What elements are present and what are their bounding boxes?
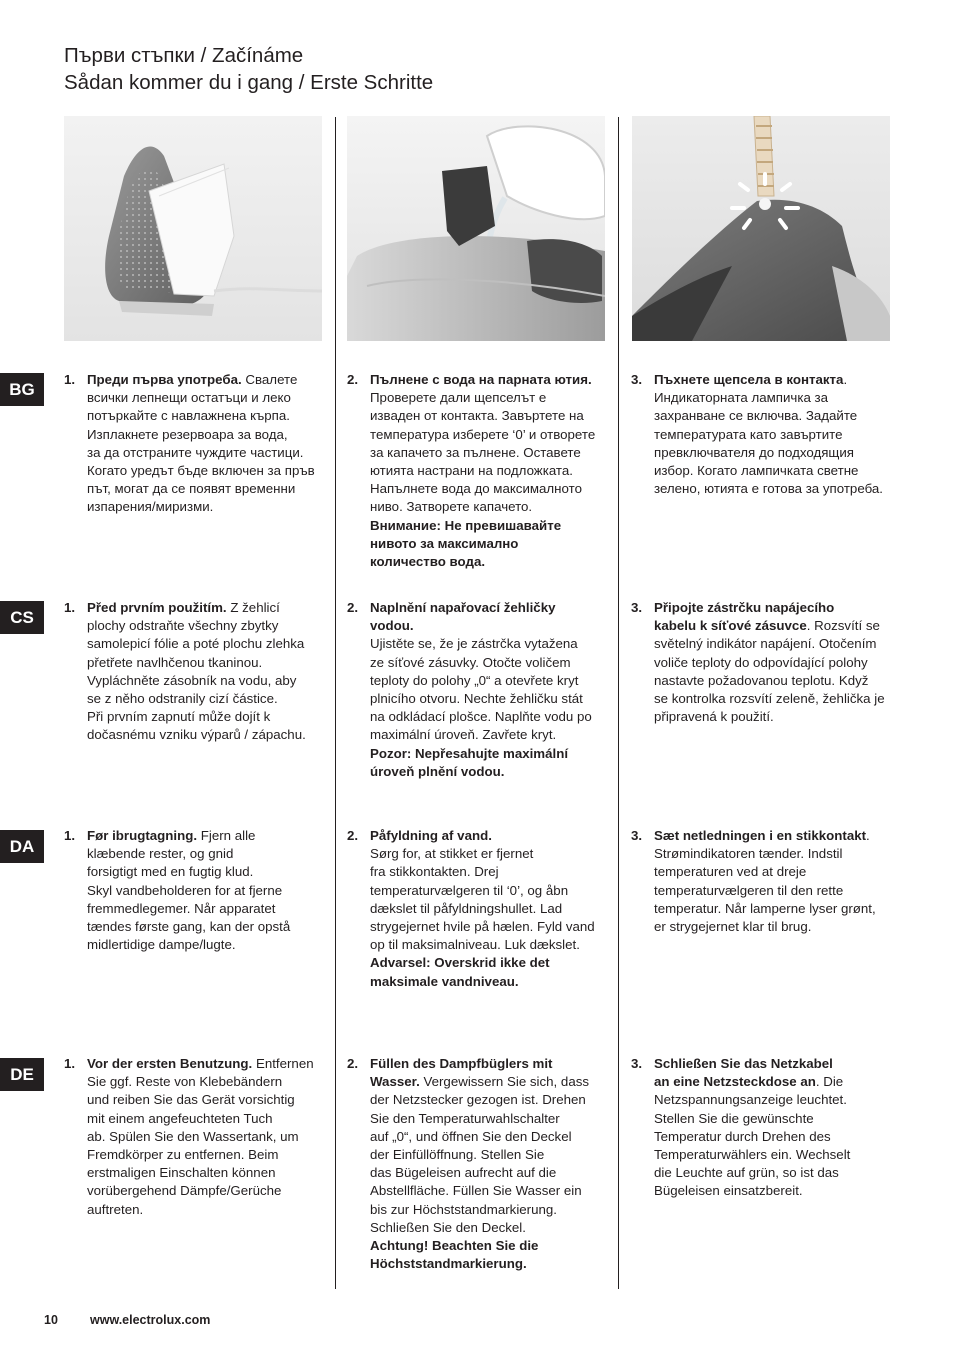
step-text: . Индикаторната лампичка за захранване се включва. Задайте температурата като завъртите превключвателя до подходящия избор. Когато лампичката светне зелено, ютията е готова за употреба. [654, 372, 883, 497]
step-text: Ujistěte se, že je zástrčka vytažena ze síťové zásuvky. Otočte voličem teploty do polohy „0“ a otevřete kryt plnicího otvoru. Nechte žehličku stát na odkládací plošce. Naplňte vodu po maximální úroveň. Zavřete kryt. [370, 636, 592, 743]
step-title: Før ibrugtagning. [87, 828, 198, 843]
step-number: 2. [347, 828, 359, 843]
step-number: 1. [64, 372, 76, 387]
step-number: 3. [631, 600, 643, 615]
step-title: Sæt netledningen i en stikkontakt [654, 828, 867, 843]
step-title: Пъхнете щепсела в контакта [654, 372, 844, 387]
column-divider [618, 117, 619, 1289]
language-tab-de: DE [0, 1058, 44, 1091]
iron-indicator-light-icon [632, 116, 890, 341]
page-title-line-1: Първи стъпки / Začínáme [64, 44, 304, 67]
step-title: Naplnění napařovací žehličky vodou. [370, 600, 556, 634]
step-text: Свалете всички лепнещи остатъци и леко потъркайте с навлажнена кърпа. Изплакнете резервоара за вода, за да отстраните чуждите частици. Когато уредът бъде включен за пръв път, могат да се появят временни изпарения/миризми. [87, 372, 315, 515]
step-number: 3. [631, 828, 643, 843]
step-text: Z žehlicí plochy odstraňte všechny zbytky samolepicí fólie a poté plochu zlehka přetřete navlhčenou tkaninou. Vypláchněte zásobník na vodu, aby se z něho odstranily cizí částice. Při prvním zapnutí může dojít k dočasnému vzniku výparů / zápachu. [87, 600, 306, 743]
step-title: Пълнене с вода на парната ютия. [370, 372, 592, 387]
step-text: Fjern alle klæbende rester, og gnid forsigtigt med en fugtig klud. Skyl vandbeholderen for at fjerne fremmedlegemer. Når apparatet tændes første gang, kan der opstå midlertidige dampe/lugte. [87, 828, 291, 953]
step-number: 3. [631, 372, 643, 387]
language-tab-cs: CS [0, 601, 44, 634]
step-warning: Внимание: Не превишавайте нивото за максимално количество вода. [370, 517, 562, 570]
step-number: 3. [631, 1056, 643, 1071]
step-number: 1. [64, 1056, 76, 1071]
step-number: 2. [347, 600, 359, 615]
language-tab-da: DA [0, 830, 44, 863]
iron-soleplate-cloth-icon [64, 116, 322, 341]
step-text: . Strømindikatoren tænder. Indstil temperaturen ved at dreje temperaturvælgeren til den rette temperatur. Når lamperne lyser grønt, er strygejernet klar til brug. [654, 828, 876, 935]
page-number: 10 [44, 1313, 58, 1327]
step-warning: Achtung! Beachten Sie die Höchststandmarkierung. [370, 1238, 539, 1272]
page-title [64, 42, 433, 96]
step-warning: Advarsel: Overskrid ikke det maksimale vandniveau. [370, 955, 550, 989]
step-title: Påfyldning af vand. [370, 828, 492, 843]
step-text: . Die Netzspannungsanzeige leuchtet. Stellen Sie die gewünschte Temperatur durch Drehen des Temperaturwählers ein. Wechselt die Leuchte auf grün, so ist das Bügeleisen einsatzbereit. [654, 1074, 851, 1199]
step-number: 1. [64, 600, 76, 615]
column-divider [335, 117, 336, 1289]
step-text: Entfernen Sie ggf. Reste von Klebebändern und reiben Sie das Gerät vorsichtig mit einem angefeuchteten Tuch ab. Spülen Sie den Wassertank, um Fremdkörper zu entfernen. Beim erstmaligen Einschalten können vorübergehend Dämpfe/Gerüche auftreten. [87, 1056, 314, 1217]
page-title-line-2: Sådan kommer du i gang / Erste Schritte [64, 71, 434, 94]
footer-website-link[interactable]: www.electrolux.com [90, 1313, 211, 1327]
step-title: Před prvním použitím. [87, 600, 227, 615]
step-number: 1. [64, 828, 76, 843]
step-title: Schließen Sie das Netzkabel an eine Netzsteckdose an [654, 1056, 833, 1090]
language-tab-bg: BG [0, 373, 44, 406]
step-text: Sørg for, at stikket er fjernet fra stikkontakten. Drej temperaturvælgeren til ‘0’, og åbn dækslet til påfyldningshullet. Lad strygejernet hvile på hælen. Fyld vand op til maksimalniveau. Luk dækslet. [370, 846, 595, 953]
step-warning: Pozor: Nepřesahujte maximální úroveň plnění vodou. [370, 745, 569, 779]
step-text: Проверете дали щепселът е изваден от контакта. Завъртете на температура изберете ‘0’ и отворете за капачето за пълнене. Оставете ютията настрани на подложката. Напълнете вода до максималното ниво. Затворете капачето. [370, 390, 596, 515]
step-number: 2. [347, 1056, 359, 1071]
step-title: Преди първа употреба. [87, 372, 242, 387]
step-number: 2. [347, 372, 359, 387]
step-text: . Rozsvítí se světelný indikátor napájení. Otočením voliče teploty do odpovídající polohy nastavte požadovanou teplotu. Když se kontrolka rozsvítí zeleně, žehlička je připravená k použití. [654, 618, 885, 725]
iron-water-filling-icon [347, 116, 605, 341]
step-title: Vor der ersten Benutzung. [87, 1056, 253, 1071]
step-text: Vergewissern Sie sich, dass der Netzstecker gezogen ist. Drehen Sie den Temperaturwahlschalter auf „0“, und öffnen Sie den Deckel der Einfüllöffnung. Stellen Sie das Bügeleisen aufrecht auf die Abstellfläche. Füllen Sie Wasser ein bis zur Höchststandmarkierung. Schließen Sie den Deckel. [370, 1074, 590, 1235]
step-title: Připojte zástrčku napájecího kabelu k síťové zásuvce [654, 600, 835, 634]
step-title: Füllen des Dampfbüglers mit Wasser. [370, 1056, 553, 1090]
